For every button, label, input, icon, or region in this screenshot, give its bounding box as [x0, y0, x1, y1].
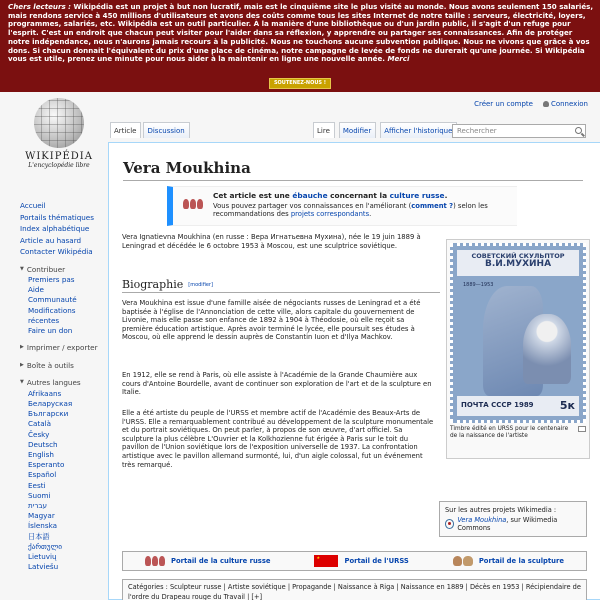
portrait-figure: [523, 314, 571, 384]
banner-lead: Chers lecteurs :: [8, 2, 71, 11]
portal-culture-russe[interactable]: [145, 556, 271, 566]
stub-text-part: Vous pouvez partager vos connaissances en l'améliorant (: [213, 202, 412, 210]
triangle-down-icon: ▼: [20, 379, 24, 386]
nav-item-accueil[interactable]: Accueil: [20, 201, 46, 210]
section-label: Boîte à outils: [26, 360, 74, 370]
portal-urss[interactable]: [314, 555, 408, 567]
intro-paragraph: Vera Ignatievna Moukhina (en russe : Вера Игнатьевна Мухина), née le 19 juin 1889 à Leningrad et décédée le 6 octobre 1953 à Moscou, est une sculptrice soviétique.: [122, 233, 421, 250]
sister-title: Sur les autres projets Wikimedia :: [445, 506, 557, 514]
image-caption: [450, 426, 586, 440]
section-label: Imprimer / exporter: [26, 343, 98, 353]
lang-link[interactable]: Afrikaans: [28, 388, 62, 398]
sister-project-box: [439, 501, 587, 537]
stub-title: Cet article est une ébauche concernant la culture russe.: [213, 191, 448, 200]
lang-link[interactable]: Deutsch: [28, 439, 58, 449]
nav-section-outils[interactable]: [20, 360, 102, 372]
lang-link[interactable]: Česky: [28, 429, 50, 439]
tab-discussion[interactable]: Discussion: [143, 122, 189, 138]
banner-body: Wikipédia est un projet à but non lucratif, mais est le cinquième site le plus visité au monde. Nous avons seulement 150 salariés, mais rendons service à 450 millions d'utilisateurs et avons des coûts comme tous les sites Internet de notre taille : serveurs, électricité, loyers, programmes, salariés, etc. Wikipédia est un outil particulier. À la manière d'une bibliothèque ou d'un jardin public, il s'agit d'un refuge pour l'esprit. C'est un endroit que chacun peut visiter pour l'aider dans sa réflexion, y apprendre ou partager ses connaissances. Afin de protéger notre indépendance, nous n'aurons jamais recours à la publicité. Nous ne touchons aucune subvention publique. Nous ne vivons que grâce à vos dons. Si chacun donnait l'équivalent du prix d'une place de cinéma, notre campagne de levée de fonds ne durerait qu'une journée. Si Wikipédia vous est utile, prenez une minute pour nous aider à la maintenir en ligne une nouvelle année.: [8, 2, 594, 64]
lang-link[interactable]: Español: [28, 470, 57, 480]
lang-link[interactable]: 日本語: [28, 531, 50, 541]
logo-subtitle: L'encyclopédie libre: [28, 162, 90, 169]
bio-paragraph-2: En 1912, elle se rend à Paris, où elle assiste à l'Académie de la Grande Chaumière aux cours d'Antoine Bourdelle, avant de continuer son exploration de l'art et de la sculpture en Italie.: [122, 371, 432, 397]
stamp-header: [457, 250, 579, 276]
lang-link[interactable]: עברית: [28, 500, 48, 510]
portal-sculpture[interactable]: [453, 556, 564, 566]
tab-read[interactable]: Lire: [313, 122, 335, 138]
article-content: [108, 142, 600, 600]
logo-title: WIKIPÉDIA: [25, 151, 93, 162]
nav-item-premiers-pas[interactable]: Premiers pas: [28, 275, 75, 284]
globe-icon: [34, 98, 84, 148]
triangle-right-icon: ▶: [20, 361, 24, 368]
matryoshka-icon: [145, 556, 165, 566]
tab-article[interactable]: Article: [110, 122, 141, 138]
image-thumbnail: [446, 239, 590, 459]
banner-thanks: Merci: [387, 54, 410, 64]
lang-link[interactable]: Català: [28, 419, 52, 429]
nav-item-index[interactable]: Index alphabétique: [20, 224, 90, 233]
search-icon[interactable]: [575, 127, 582, 134]
nav-item-modifications[interactable]: Modifications récentes: [28, 305, 76, 325]
section-heading: [122, 278, 440, 293]
fundraising-banner: [0, 0, 600, 92]
magnify-icon[interactable]: [578, 426, 586, 432]
nav-item-communaute[interactable]: Communauté: [28, 295, 77, 305]
create-account-link[interactable]: Créer un compte: [474, 100, 533, 108]
lang-link[interactable]: Suomi: [28, 490, 51, 500]
sidebar-nav: [20, 200, 102, 572]
stub-notice: [167, 186, 517, 226]
section-title: Biographie: [122, 278, 184, 291]
category-links[interactable]: Catégories : Sculpteur russe | Artiste soviétique | Propagande | Naissance à Riga | Naissance en 1889 | Décès en 1953 | Récipiendaire de l'ordre du Drapeau rouge du Travail | [+]: [122, 579, 587, 600]
lang-link[interactable]: Íslenska: [28, 521, 58, 531]
namespace-tabs: [110, 122, 192, 138]
banner-text: [8, 3, 594, 64]
comment-link[interactable]: comment ?: [411, 202, 454, 210]
portal-bar: [122, 551, 587, 571]
lang-link[interactable]: Lietuvių: [28, 551, 57, 561]
page-title: Vera Moukhina: [123, 159, 583, 181]
portal-label: Portail de l'URSS: [344, 557, 409, 565]
nav-item-contact[interactable]: Contacter Wikipédia: [20, 247, 93, 256]
nav-section-langues[interactable]: [20, 377, 102, 389]
lang-link[interactable]: English: [28, 449, 54, 459]
lang-link[interactable]: Български: [28, 409, 69, 419]
ussr-flag-icon: [314, 555, 338, 567]
tab-history[interactable]: Afficher l'historique: [380, 122, 457, 138]
nav-section-contribuer[interactable]: [20, 264, 102, 276]
language-list: [20, 389, 102, 573]
stub-text-part: ) selon les recommandations des: [213, 202, 488, 218]
stub-link[interactable]: ébauche: [292, 191, 328, 200]
nav-item-random[interactable]: Article au hasard: [20, 235, 82, 245]
login-link[interactable]: [543, 100, 588, 108]
portal-label: Portail de la sculpture: [478, 557, 564, 565]
tab-edit[interactable]: Modifier: [339, 122, 376, 138]
projets-link[interactable]: projets correspondants: [290, 210, 370, 218]
bio-paragraph-3: Elle a été artiste du peuple de l'URSS et membre actif de l'Académie des Beaux-Arts de l'URSS. Elle a remarquablement contribué au développement de la sculpture monumentale et du portrait soviétiques. On peut parler, à propos de son œuvre, d'art officiel. Sa sculpture la plus célèbre L'Ouvrier et la Kolkhozienne fut érigée à Paris sur le toit du pavillon de l'Union soviétique lors de l'exposition universelle de 1937. La confrontation artistique avec le pavillon allemand surmonté, lui, d'un aigle colossal, fut un événement très remarqué.: [122, 409, 434, 469]
lang-link[interactable]: Eesti: [28, 480, 46, 490]
donate-button[interactable]: SOUTENEZ-NOUS !: [269, 78, 331, 89]
commons-link[interactable]: Vera Moukhina: [457, 515, 507, 524]
lang-link[interactable]: Magyar: [28, 511, 55, 521]
sculpture-icon: [453, 556, 473, 566]
caption-text: Timbre édité en URSS pour le centenaire de la naissance de l'artiste: [450, 426, 569, 439]
section-label: Autres langues: [26, 378, 81, 388]
nav-section-imprimer[interactable]: [20, 342, 102, 354]
user-icon: [543, 101, 549, 107]
lang-link[interactable]: ქართული: [28, 541, 62, 551]
triangle-right-icon: ▶: [20, 344, 24, 351]
section-label: Contribuer: [26, 264, 66, 274]
view-tabs: [313, 122, 459, 138]
search-input[interactable]: [452, 124, 586, 138]
stamp-value: 5к: [559, 399, 575, 412]
nav-item-aide[interactable]: Aide: [28, 285, 44, 295]
personal-tools: [474, 100, 588, 108]
wikipedia-logo[interactable]: [18, 98, 100, 169]
search-placeholder: Rechercher: [457, 127, 497, 135]
bio-paragraph-1: Vera Moukhina est issue d'une famille aisée de négociants russes de Leningrad et a été baptisée à l'église de l'Annonciation de cette ville, alors capitale du gouvernement de Livonie, mais elle passe son enfance de 1892 à 1904 à Théodosie, où elle reçoit sa première éducation artistique. Après avoir terminé le lycée, elle poursuit ses études à Moscou, où elle apprend le dessin auprès de Constantin Iuon et d'Ilya Machkov.: [122, 299, 421, 342]
culture-russe-link[interactable]: culture russe: [389, 191, 445, 200]
nav-item-don[interactable]: Faire un don: [28, 326, 73, 336]
stamp-header-line: СОВЕТСКИЙ СКУЛЬПТОР: [471, 252, 565, 260]
commons-suffix: , sur Wikimedia Commons: [457, 515, 558, 533]
stub-title-text: Cet article est une: [213, 191, 293, 200]
nav-item-portails[interactable]: Portails thématiques: [20, 212, 94, 222]
stub-text: Vous pouvez partager vos connaissances en l'améliorant (comment ?) selon les recommandations des projets correspondants.: [213, 202, 488, 218]
stamp-name: В.И.МУХИНА: [484, 259, 552, 269]
stamp-years: 1889—1953: [463, 282, 494, 288]
stamp-footer-text: ПОЧТА СССР 1989: [461, 401, 534, 409]
commons-icon: [445, 519, 454, 529]
portal-label: Portail de la culture russe: [170, 557, 271, 565]
stamp-image[interactable]: [450, 243, 586, 423]
login-label: Connexion: [550, 100, 588, 108]
triangle-down-icon: ▼: [20, 265, 24, 272]
lang-link[interactable]: Беларуская: [28, 398, 73, 408]
stub-title-text: concernant la: [327, 191, 390, 200]
stamp-footer: [457, 396, 579, 416]
lang-link[interactable]: Esperanto: [28, 460, 65, 470]
lang-link[interactable]: Latviešu: [28, 562, 59, 572]
matryoshka-icon: [183, 199, 203, 209]
section-edit-link[interactable]: [modifier]: [188, 282, 213, 288]
